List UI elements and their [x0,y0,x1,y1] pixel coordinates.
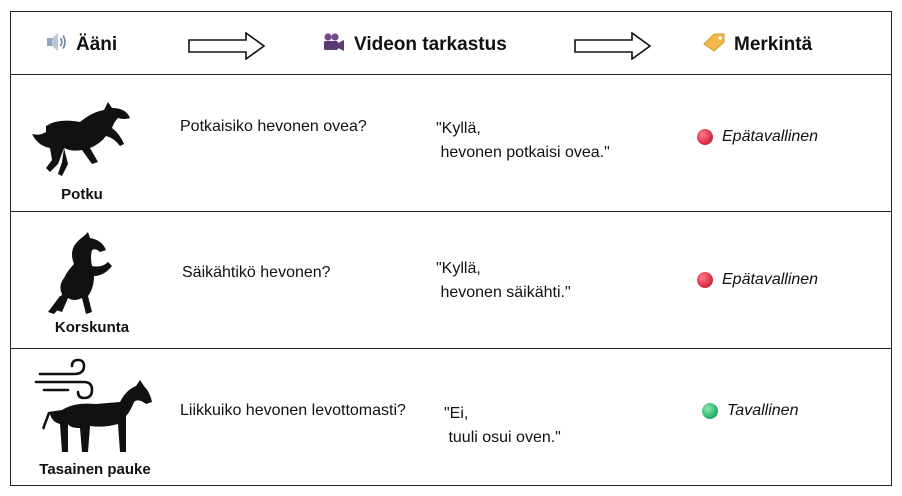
header-label [702,32,812,58]
speaker-icon [46,32,68,58]
row-label-text: Epätavallinen [722,128,819,145]
row-caption: Korskunta [54,319,130,336]
divider [10,348,892,349]
row-label [702,402,798,420]
green-dot-icon [702,403,718,419]
header-video [322,32,507,58]
row-question: Liikkuiko hevonen levottomasti? [180,402,406,419]
header-label-text: Merkintä [734,34,813,55]
movie-camera-icon [322,32,346,58]
row-label [697,271,818,289]
flow-arrow [188,32,266,60]
divider [10,211,892,212]
row-caption: Potku [61,186,103,203]
row-label-text: Tavallinen [727,402,799,419]
header-audio [46,32,117,58]
tag-icon [702,32,726,58]
row-label [697,128,818,146]
rearing-horse-icon [44,232,118,321]
divider [10,74,892,75]
row-answer: "Ei, tuuli osui oven." [444,405,561,446]
row-answer: "Kyllä, hevonen potkaisi ovea." [436,120,610,161]
row-question: Säikähtikö hevonen? [182,264,331,281]
flow-arrow [574,32,652,60]
header-video-label: Videon tarkastus [354,34,507,55]
row-caption: Tasainen pauke [39,461,151,478]
row-question: Potkaisiko hevonen ovea? [180,118,367,135]
red-dot-icon [697,272,713,288]
kicking-horse-icon [28,98,132,183]
red-dot-icon [697,129,713,145]
row-label-text: Epätavallinen [722,271,819,288]
header-audio-label: Ääni [76,34,118,55]
row-answer: "Kyllä, hevonen säikähti." [436,260,571,301]
wind-and-standing-horse-icon [34,358,156,463]
